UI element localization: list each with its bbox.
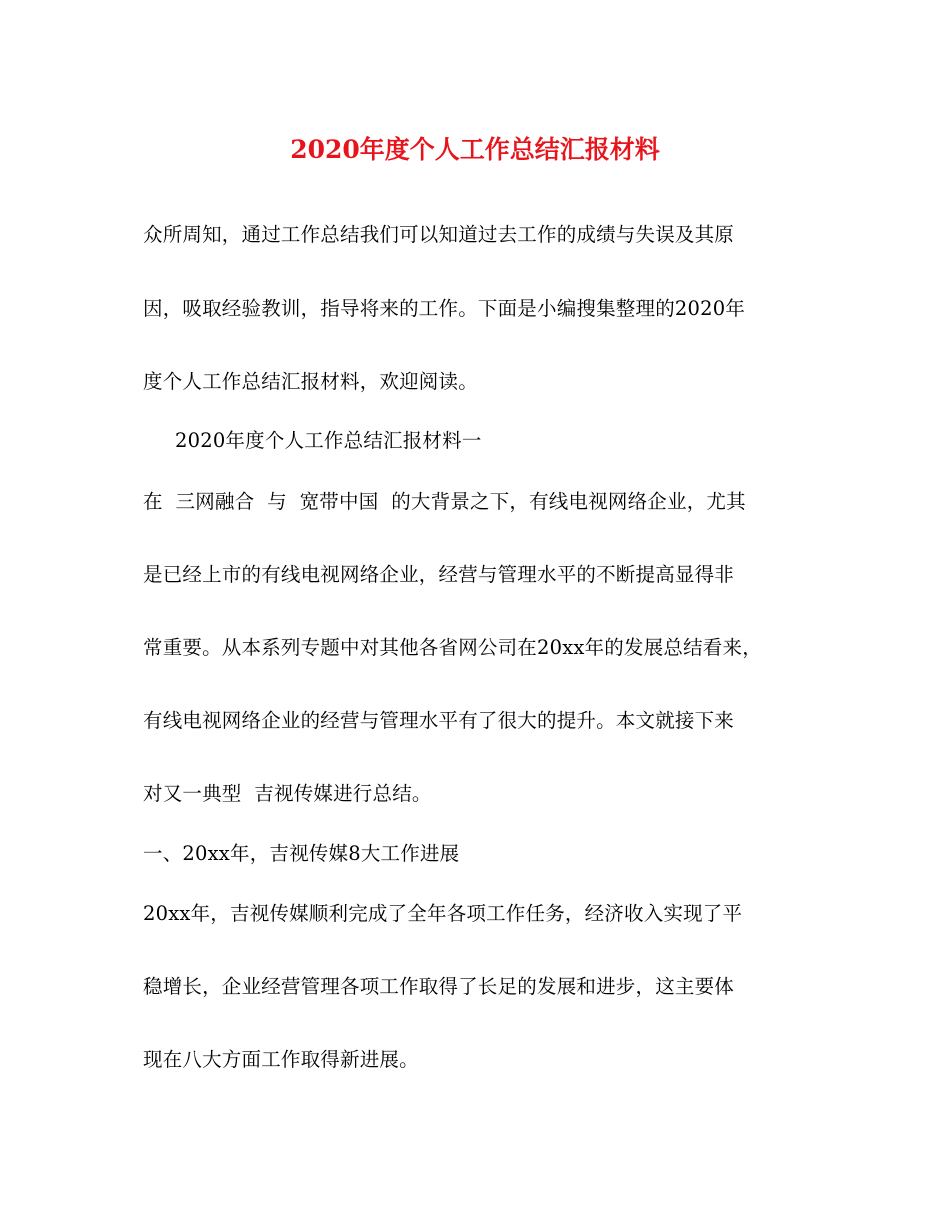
subsection-heading: 一、20xx年，吉视传媒8大工作进展 [143, 842, 460, 865]
paragraph-line-6: 常重要。从本系列专题中对其他各省网公司在20xx年的发展总结看来， [143, 636, 762, 659]
paragraph-line-5: 是已经上市的有线电视网络企业，经营与管理水平的不断提高显得非 [143, 563, 735, 586]
paragraph-line-1: 众所周知，通过工作总结我们可以知道过去工作的成绩与失误及其原 [143, 223, 735, 246]
section-heading: 2020年度个人工作总结汇报材料一 [175, 429, 482, 452]
document-title: 2020年度个人工作总结汇报材料 [290, 135, 660, 164]
paragraph-line-4: 在 三网融合 与 宽带中国 的大背景之下，有线电视网络企业，尤其 [143, 490, 746, 513]
paragraph-line-8: 对又一典型 吉视传媒进行总结。 [143, 782, 432, 805]
paragraph-line-11: 现在八大方面工作取得新进展。 [143, 1048, 419, 1071]
paragraph-line-9: 20xx年，吉视传媒顺利完成了全年各项工作任务，经济收入实现了平 [143, 902, 743, 925]
paragraph-line-10: 稳增长，企业经营管理各项工作取得了长足的发展和进步，这主要体 [143, 975, 735, 998]
paragraph-line-3: 度个人工作总结汇报材料，欢迎阅读。 [143, 370, 478, 393]
paragraph-line-2: 因，吸取经验教训，指导将来的工作。下面是小编搜集整理的2020年 [143, 297, 746, 320]
paragraph-line-7: 有线电视网络企业的经营与管理水平有了很大的提升。本文就接下来 [143, 709, 735, 732]
